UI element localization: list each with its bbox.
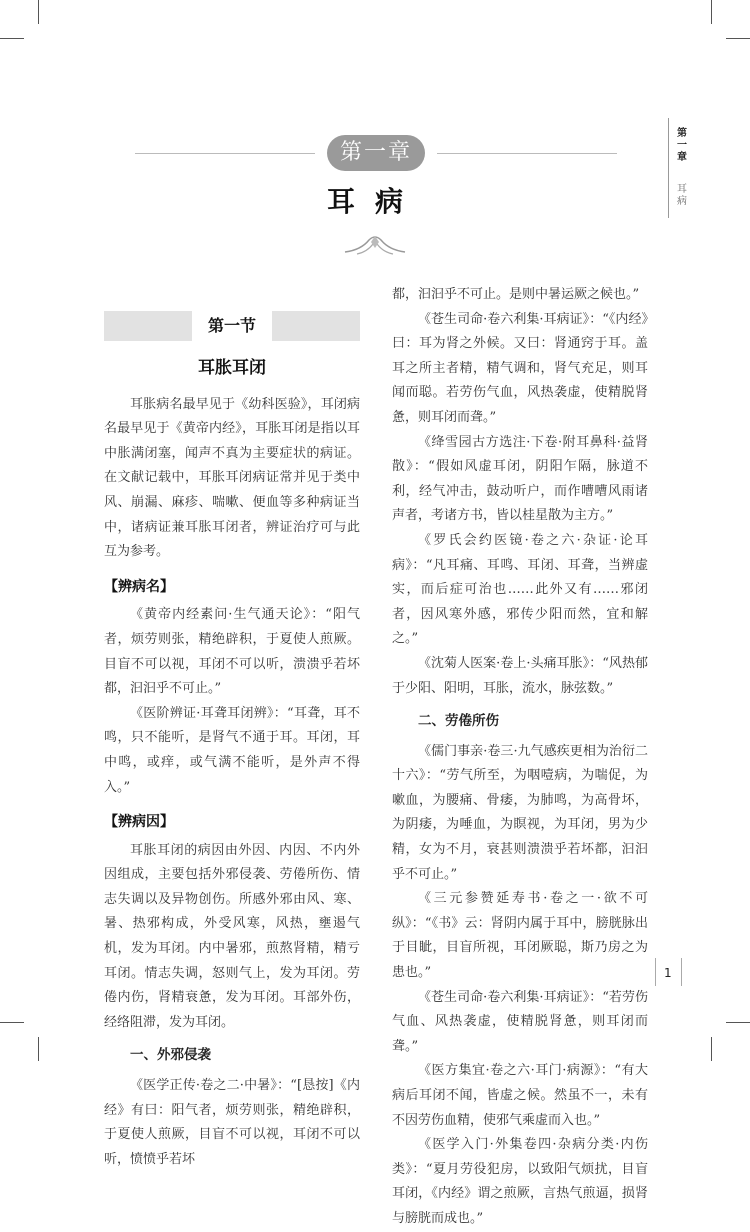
crop-mark-bottom-right-v [711,1037,712,1061]
paragraph: 《绛雪园古方选注·下卷·附耳鼻科·益肾散》：“假如风虚耳闭，阴阳乍隔，脉道不利，经气冲击，鼓动听户，而作嘈嘈风雨诸声者，考诸方书，皆以桂星散为主方。” [392,434,648,524]
paragraph: 《医学入门·外集卷四·杂病分类·内伤类》：“夏月劳役犯房，以致阳气烦扰，目盲耳闭，《内经》谓之煎厥，言热气煎逼，损肾与膀胱而成也。” [392,1137,648,1226]
paragraph-continued: 都，汩汩乎不可止。是则中暑运厥之候也。” [392,287,640,302]
crop-mark-top-left-v [38,0,39,24]
section-bar [104,311,360,341]
chapter-badge: 第一章 [327,135,425,171]
paragraph: 《黄帝内经素问·生气通天论》：“阳气者，烦劳则张，精绝辟积，于夏使人煎厥。目盲不可以视，耳闭不可以听，溃溃乎若坏都，汩汩乎不可止。” [104,607,360,697]
crop-mark-bottom-left-h [0,1022,24,1023]
page-number-rule-left [655,958,656,986]
side-tab [676,118,696,218]
paragraph: 《医学正传·卷之二·中暑》：“[恳按]《内经》有曰：阳气者，烦劳则张，精绝辟积，于夏使人煎厥，目盲不可以视，耳闭不可以听，愤愤乎若坏 [104,1078,360,1167]
right-column [392,283,648,1232]
paragraph: 《苍生司命·卷六利集·耳病证》：“《内经》曰：耳为肾之外候。又曰：肾通窍于耳。盖耳之所主者精，精气调和，肾气充足，则耳闻而聪。若劳伤气血，风热袭虚，使精脱肾惫，则耳闭而聋。” [392,311,648,425]
paragraph: 《沈菊人医案·卷上·头痛耳胀》：“风热郁于少阳、阳明，耳胀，流水，脉弦数。” [392,655,648,696]
ornament-icon [343,232,407,260]
paragraph: 《罗氏会约医镜·卷之六·杂证·论耳病》：“凡耳痛、耳鸣、耳闭、耳聋，当辨虚实，而后症可治也……此外又有……邪闭者，因风寒外感，邪传少阳而然，宜和解之。” [392,532,648,647]
chapter-title: 耳病 [326,185,423,218]
side-tab-chapter: 第一章 [677,128,687,163]
subheading-external: 一、外邪侵袭 [130,1047,211,1064]
crop-mark-top-left-h [0,38,24,39]
section-label: 第一节 [192,311,272,341]
chapter-rule-right [437,153,617,154]
intro-paragraph: 耳胀病名最早见于《幼科医验》，耳闭病名最早见于《黄帝内经》，耳胀耳闭是指以耳中胀满闭塞，闻声不真为主要症状的病证。在文献记载中，耳胀耳闭病证常并见于类中风、崩漏、麻疹、喘嗽、便血等多种病证当中，诸病证兼耳胀耳闭者，辨证治疗可与此互为参考。 [104,396,360,560]
paragraph: 《三元参赞延寿书·卷之一·欲不可纵》：“《书》云：肾阴内属于耳中，膀胱脉出于目眦，目盲所视，耳闭厥聪，斯乃房之为患也。” [392,891,648,981]
paragraph: 《医方集宜·卷之六·耳门·病源》：“有大病后耳闭不闻，皆虚之候。然虽不一，未有不因劳伤血精，使邪气乘虚而入也。” [392,1063,648,1128]
side-tab-divider [668,118,669,218]
crop-mark-top-right-h [726,38,750,39]
left-column [104,342,360,1172]
side-tab-subject: 耳病 [677,184,687,207]
subheading-fatigue: 二、劳倦所伤 [418,713,499,730]
chapter-rule-left [135,153,315,154]
crop-mark-bottom-left-v [38,1037,39,1061]
paragraph: 耳胀耳闭的病因由外因、内因、不内外因组成，主要包括外邪侵袭、劳倦所伤、情志失调以及异物创伤。所感外邪由风、寒、暑、热邪构成，外受风寒，风热，壅遏气机，发为耳闭。内中暑邪，煎熬肾精，精亏耳闭。情志失调，怒则气上，发为耳闭。劳倦内伤，肾精衰惫，发为耳闭。耳部外伤，经络阻滞，发为耳闭。 [104,842,360,1030]
paragraph: 《苍生司命·卷六利集·耳病证》：“若劳伤气血、风热袭虚，使精脱肾惫，则耳闭而聋。” [392,989,648,1054]
section-title: 耳胀耳闭 [198,358,266,378]
page-number-rule-right [681,958,682,986]
paragraph: 《医阶辨证·耳聋耳闭辨》：“耳聋，耳不鸣，只不能听，是肾气不通于耳。耳闭，耳中鸣，或痒，或气满不能听，是外声不得入。” [104,705,360,795]
crop-mark-top-right-v [711,0,712,24]
page-number: 1 [664,966,672,980]
crop-mark-bottom-right-h [726,1022,750,1023]
paragraph: 《儒门事亲·卷三·九气感疾更相为治衍二十六》：“劳气所至，为咽噎病，为喘促，为嗽血，为腰痛、骨痿，为肺鸣，为高骨坏，为阴痿，为唾血，为瞑视，为耳闭，男为少精，女为不月，衰甚则溃溃乎若坏都，汩汩乎不可止。” [392,743,648,882]
heading-disease-cause: 【辨病因】 [104,814,174,831]
heading-disease-name: 【辨病名】 [104,578,174,595]
